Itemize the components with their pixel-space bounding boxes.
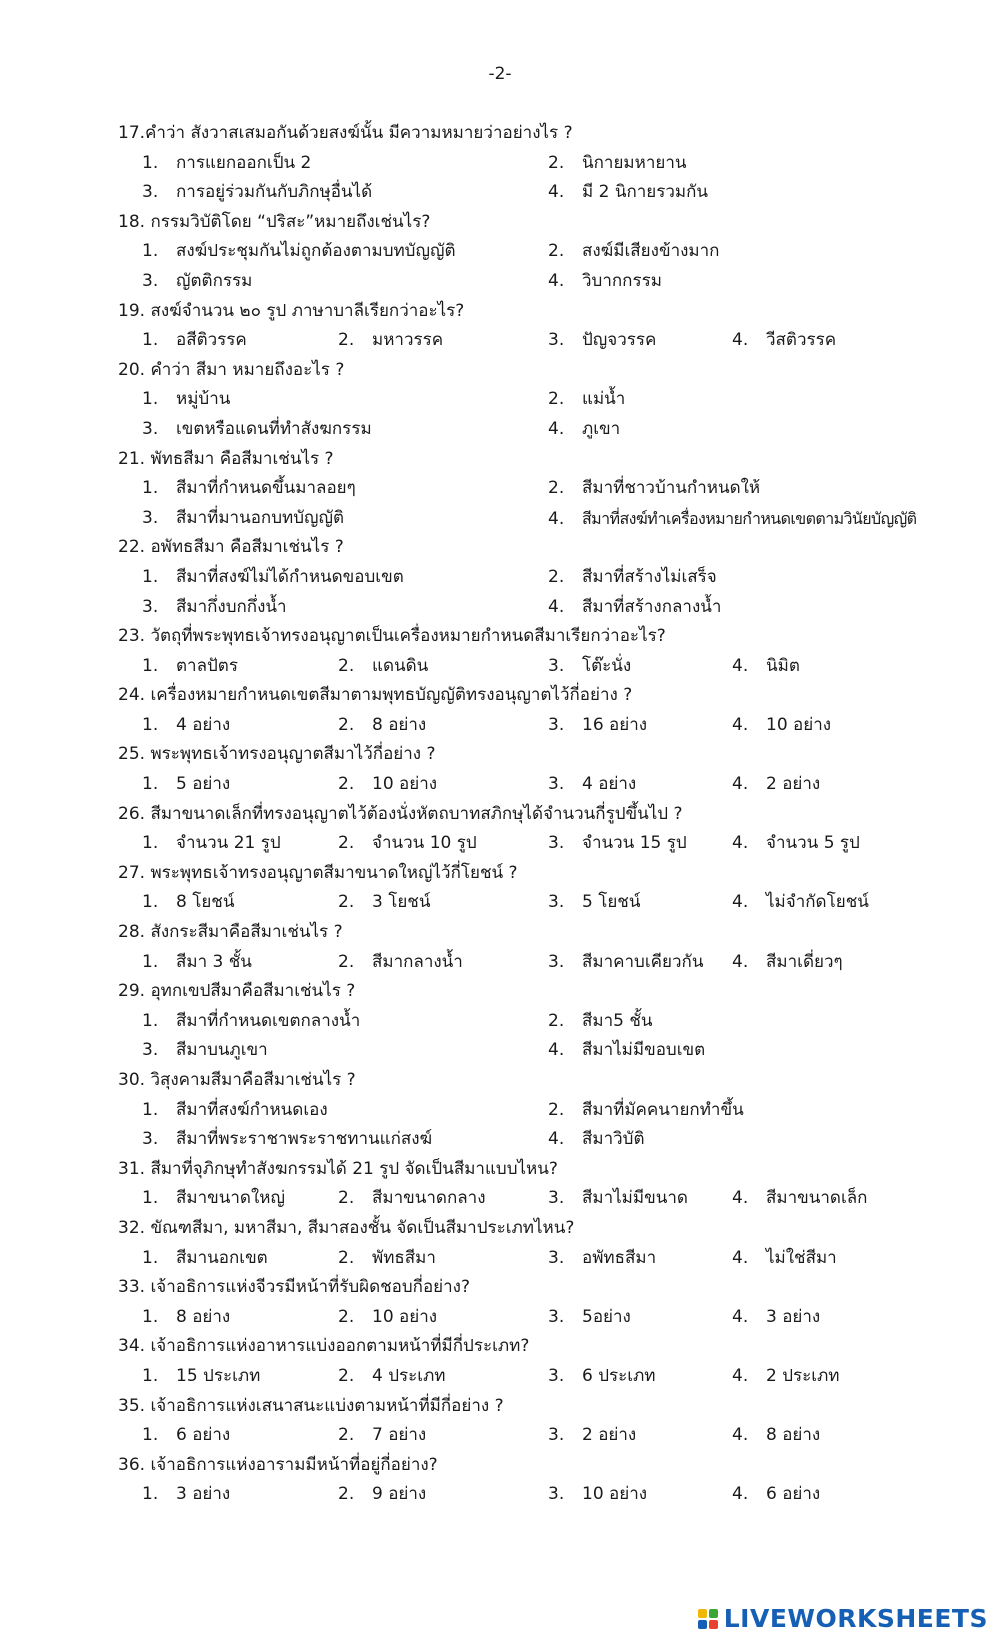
answer-option[interactable] [338, 1303, 437, 1333]
option-text: 3 อย่าง [766, 1306, 821, 1327]
answer-option[interactable] [142, 770, 230, 800]
option-text: สีมาขนาดเล็ก [766, 1188, 868, 1209]
option-text: 2 อย่าง [766, 774, 821, 795]
options-row [118, 149, 998, 179]
answer-option[interactable] [142, 326, 247, 356]
option-number: 4. [732, 1484, 749, 1505]
option-text: 16 อย่าง [582, 714, 648, 735]
question-text: 18. กรรมวิบัติโดย “ปริสะ”หมายถึงเช่นไร? [118, 211, 431, 232]
option-text: 5 โยชน์ [582, 892, 641, 913]
answer-option[interactable] [142, 652, 238, 682]
answer-option[interactable] [142, 711, 230, 741]
question-text: 28. สังกระสีมาคือสีมาเช่นไร ? [118, 922, 343, 943]
answer-option[interactable] [338, 1362, 446, 1392]
option-text: 4 ประเภท [372, 1365, 446, 1386]
option-number: 4. [732, 1247, 749, 1268]
option-text: สีมานอกเขต [176, 1247, 268, 1268]
option-number: 1. [142, 330, 159, 351]
option-number: 3. [548, 774, 565, 795]
option-text: สีมากลางน้ำ [372, 951, 463, 972]
answer-option[interactable] [732, 829, 860, 859]
options-row [118, 1096, 998, 1126]
answer-option[interactable] [732, 652, 800, 682]
liveworksheets-logo-icon [698, 1609, 718, 1629]
answer-option[interactable] [338, 770, 437, 800]
answer-option[interactable] [142, 1362, 260, 1392]
question-text: 22. อพัทธสีมา คือสีมาเช่นไร ? [118, 537, 344, 558]
page-number: -2- [488, 64, 512, 84]
options-row [118, 948, 998, 978]
options-row [118, 385, 998, 415]
option-number: 4. [548, 270, 565, 291]
option-number: 2. [338, 330, 355, 351]
option-number: 3. [142, 596, 159, 617]
option-number: 3. [142, 1040, 159, 1061]
answer-option[interactable] [338, 1421, 426, 1451]
question-text: 20. คำว่า สีมา หมายถึงอะไร ? [118, 359, 345, 380]
option-text: ปัญจวรรค [582, 330, 657, 351]
option-text: วีสติวรรค [766, 330, 837, 351]
option-number: 2. [338, 655, 355, 676]
option-number: 4. [732, 892, 749, 913]
option-text: จำนวน 21 รูป [176, 833, 281, 854]
option-number: 3. [142, 418, 159, 439]
options-row [118, 326, 998, 356]
options-row [118, 1421, 998, 1451]
option-text: สีมา5 ชั้น [582, 1010, 653, 1031]
answer-option[interactable] [548, 149, 687, 179]
question-text: 32. ขัณฑสีมา, มหาสีมา, สีมาสองชั้น จัดเป็นสีมาประเภทไหน? [118, 1217, 575, 1238]
question-text: 24. เครื่องหมายกำหนดเขตสีมาตามพุทธบัญญัติทรงอนุญาตไว้กี่อย่าง ? [118, 685, 633, 706]
option-text: 6 ประเภท [582, 1365, 656, 1386]
option-text: สีมากึ่งบกกึ่งน้ำ [176, 596, 287, 617]
answer-option[interactable] [142, 178, 372, 208]
answer-option[interactable] [142, 385, 230, 415]
option-number: 2. [548, 478, 565, 499]
option-number: 4. [732, 1188, 749, 1209]
options-row [118, 1125, 998, 1155]
options-row [118, 770, 998, 800]
option-text: อพัทธสีมา [582, 1247, 657, 1268]
option-number: 3. [548, 1306, 565, 1327]
answer-option[interactable] [338, 652, 428, 682]
answer-option[interactable] [338, 888, 430, 918]
option-number: 3. [548, 655, 565, 676]
option-text: สีมาที่มัคคนายกทำขึ้น [582, 1099, 744, 1120]
answer-option[interactable] [142, 1125, 432, 1155]
option-text: สีมาวิบัติ [582, 1129, 645, 1150]
option-text: สีมา 3 ชั้น [176, 951, 252, 972]
option-text: สีมาไม่มีขอบเขต [582, 1040, 706, 1061]
option-text: จำนวน 15 รูป [582, 833, 687, 854]
answer-option[interactable] [142, 474, 356, 504]
option-number: 2. [338, 1188, 355, 1209]
option-text: สีมาไม่มีขนาด [582, 1188, 688, 1209]
answer-option[interactable] [548, 770, 636, 800]
answer-option[interactable] [548, 888, 640, 918]
answer-option[interactable] [142, 1303, 230, 1333]
option-text: มี 2 นิกายรวมกัน [582, 182, 709, 203]
answer-option[interactable] [548, 178, 708, 208]
question-text: 36. เจ้าอธิการแห่งอารามมีหน้าที่อยู่กี่อย่าง? [118, 1454, 438, 1475]
option-text: สีมาที่สงฆ์กำหนดเอง [176, 1099, 328, 1120]
answer-option[interactable] [548, 652, 631, 682]
option-text: หมู่บ้าน [176, 389, 231, 410]
option-number: 4. [732, 833, 749, 854]
option-text: ภูเขา [582, 418, 621, 439]
brand-name: LIVEWORKSHEETS [723, 1604, 988, 1633]
options-row [118, 1007, 998, 1037]
answer-option[interactable] [338, 326, 443, 356]
question-text: 17.คำว่า สังวาสเสมอกันด้วยสงฆ์นั้น มีความหมายว่าอย่างไร ? [118, 123, 573, 143]
option-number: 1. [142, 774, 159, 795]
question-text: 33. เจ้าอธิการแห่งจีวรมีหน้าที่รับผิดชอบกี่อย่าง? [118, 1277, 470, 1298]
option-text: 6 อย่าง [176, 1425, 231, 1446]
answer-option[interactable] [338, 1480, 426, 1510]
option-text: ไม่จำกัดโยชน์ [766, 892, 869, 913]
answer-option[interactable] [338, 1184, 486, 1214]
answer-option[interactable] [548, 829, 687, 859]
option-text: นิมิต [766, 655, 800, 676]
option-text: สงฆ์ประชุมกันไม่ถูกต้องตามบทบัญญัติ [176, 241, 456, 262]
option-number: 3. [548, 330, 565, 351]
option-number: 3. [548, 1247, 565, 1268]
answer-option[interactable] [338, 829, 477, 859]
option-text: สีมาขนาดใหญ่ [176, 1188, 285, 1209]
answer-option[interactable] [548, 474, 760, 504]
answer-option[interactable] [548, 504, 916, 535]
answer-option[interactable] [142, 1421, 230, 1451]
option-number: 3. [142, 182, 159, 203]
option-number: 2. [338, 1425, 355, 1446]
answer-option[interactable] [548, 1096, 744, 1126]
option-text: 4 อย่าง [582, 774, 637, 795]
option-number: 1. [142, 1484, 159, 1505]
option-number: 2. [338, 1306, 355, 1327]
answer-option[interactable] [548, 711, 647, 741]
option-text: 5 อย่าง [176, 774, 231, 795]
option-number: 2. [338, 714, 355, 735]
option-number: 3. [142, 507, 159, 528]
option-number: 4. [732, 1425, 749, 1446]
answer-option[interactable] [732, 1480, 820, 1510]
options-row [118, 415, 998, 445]
option-text: อสีติวรรค [176, 330, 247, 351]
option-number: 1. [142, 478, 159, 499]
option-text: แม่น้ำ [582, 389, 626, 410]
option-text: สีมาที่พระราชาพระราชทานแก่สงฆ์ [176, 1129, 433, 1150]
option-text: ไม่ใช่สีมา [766, 1247, 837, 1268]
option-text: 10 อย่าง [372, 774, 438, 795]
option-number: 4. [732, 714, 749, 735]
answer-option[interactable] [548, 1303, 631, 1333]
answer-option[interactable] [732, 326, 836, 356]
option-number: 2. [338, 1247, 355, 1268]
answer-option[interactable] [548, 1036, 705, 1066]
option-text: 4 อย่าง [176, 714, 231, 735]
answer-option[interactable] [732, 1184, 867, 1214]
question-text: 30. วิสุงคามสีมาคือสีมาเช่นไร ? [118, 1070, 356, 1090]
answer-option[interactable] [548, 1125, 645, 1155]
option-text: 3 อย่าง [176, 1484, 231, 1505]
option-text: สีมาที่สร้างไม่เสร็จ [582, 566, 717, 587]
answer-option[interactable] [732, 948, 843, 978]
answer-option[interactable] [548, 1480, 647, 1510]
liveworksheets-footer[interactable] [698, 1604, 988, 1633]
question-text: 27. พระพุทธเจ้าทรงอนุญาตสีมาขนาดใหญ่ไว้กี่โยชน์ ? [118, 862, 518, 883]
options-row [118, 563, 998, 593]
option-number: 3. [548, 892, 565, 913]
option-text: สีมาบนภูเขา [176, 1040, 268, 1061]
option-text: เขตหรือแดนที่ทำสังฆกรรม [176, 418, 372, 439]
answer-option[interactable] [732, 1244, 837, 1274]
option-number: 4. [732, 1365, 749, 1386]
option-text: จำนวน 5 รูป [766, 833, 860, 854]
option-text: สงฆ์มีเสียงข้างมาก [582, 241, 720, 262]
option-number: 4. [548, 182, 565, 203]
answer-option[interactable] [142, 415, 372, 445]
option-number: 4. [548, 418, 565, 439]
option-number: 4. [548, 1040, 565, 1061]
options-row [118, 711, 998, 741]
option-text: การอยู่ร่วมกันกับภิกษุอื่นได้ [176, 182, 373, 203]
option-number: 2. [338, 1484, 355, 1505]
question-text: 26. สีมาขนาดเล็กที่ทรงอนุญาตไว้ต้องนั่งหัตถบาทสภิกษุได้จำนวนกี่รูปขึ้นไป ? [118, 803, 683, 824]
option-text: สีมาขนาดกลาง [372, 1188, 486, 1209]
options-row [118, 888, 998, 918]
options-row [118, 1303, 998, 1333]
options-row [118, 652, 998, 682]
option-number: 3. [142, 270, 159, 291]
answer-option[interactable] [142, 563, 404, 593]
option-text: 8 อย่าง [766, 1425, 821, 1446]
option-number: 2. [548, 1010, 565, 1031]
answer-option[interactable] [142, 1244, 268, 1274]
option-number: 1. [142, 1010, 159, 1031]
answer-option[interactable] [142, 1184, 285, 1214]
option-number: 3. [548, 714, 565, 735]
option-text: 3 โยชน์ [372, 892, 431, 913]
option-number: 4. [732, 774, 749, 795]
option-number: 4. [732, 1306, 749, 1327]
option-number: 2. [548, 1099, 565, 1120]
options-row [118, 504, 998, 534]
answer-option[interactable] [548, 948, 703, 978]
question-list [118, 119, 998, 1510]
answer-option[interactable] [142, 1480, 230, 1510]
option-number: 1. [142, 1365, 159, 1386]
options-row [118, 829, 998, 859]
options-row [118, 267, 998, 297]
option-text: สีมาคาบเคียวกัน [582, 951, 704, 972]
option-number: 1. [142, 1247, 159, 1268]
answer-option[interactable] [548, 1421, 636, 1451]
option-text: 6 อย่าง [766, 1484, 821, 1505]
option-number: 1. [142, 389, 159, 410]
answer-option[interactable] [142, 829, 281, 859]
option-number: 2. [548, 152, 565, 173]
answer-option[interactable] [548, 1362, 656, 1392]
option-number: 3. [548, 1484, 565, 1505]
option-number: 2. [548, 389, 565, 410]
option-text: 8 อย่าง [176, 1306, 231, 1327]
answer-option[interactable] [338, 711, 426, 741]
question-text: 23. วัตถุที่พระพุทธเจ้าทรงอนุญาตเป็นเครื่องหมายกำหนดสีมาเรียกว่าอะไร? [118, 626, 666, 647]
option-number: 2. [338, 833, 355, 854]
option-text: 2 ประเภท [766, 1365, 840, 1386]
option-number: 4. [732, 655, 749, 676]
option-text: สีมาที่กำหนดเขตกลางน้ำ [176, 1010, 361, 1031]
option-text: จำนวน 10 รูป [372, 833, 477, 854]
answer-option[interactable] [548, 1244, 656, 1274]
answer-option[interactable] [142, 504, 344, 534]
answer-option[interactable] [732, 711, 831, 741]
answer-option[interactable] [142, 1036, 268, 1066]
option-number: 1. [142, 714, 159, 735]
question-text: 19. สงฆ์จำนวน ๒๐ รูป ภาษาบาลีเรียกว่าอะไร? [118, 300, 465, 321]
question-text: 34. เจ้าอธิการแห่งอาหารแบ่งออกตามหน้าที่มีกี่ประเภท? [118, 1336, 530, 1357]
options-row [118, 593, 998, 623]
option-number: 1. [142, 241, 159, 262]
option-number: 4. [732, 951, 749, 972]
option-text: 8 โยชน์ [176, 892, 235, 913]
answer-option[interactable] [142, 267, 252, 297]
option-text: สีมาที่ชาวบ้านกำหนดให้ [582, 478, 761, 499]
answer-option[interactable] [548, 563, 717, 593]
option-number: 2. [548, 241, 565, 262]
option-text: การแยกออกเป็น 2 [176, 152, 312, 173]
answer-option[interactable] [142, 237, 456, 267]
option-number: 3. [548, 1425, 565, 1446]
option-number: 1. [142, 1425, 159, 1446]
option-number: 2. [338, 774, 355, 795]
question-text: 31. สีมาที่จุภิกษุทำสังฆกรรมได้ 21 รูป จัดเป็นสีมาแบบไหน? [118, 1158, 558, 1179]
option-number: 1. [142, 152, 159, 173]
option-text: ญัตติกรรม [176, 270, 253, 291]
answer-option[interactable] [732, 1362, 840, 1392]
options-row [118, 178, 998, 208]
answer-option[interactable] [548, 1007, 653, 1037]
option-text: สีมาที่กำหนดขึ้นมาลอยๆ [176, 478, 356, 499]
answer-option[interactable] [142, 593, 287, 623]
option-text: สีมาที่สงฆ์ไม่ได้กำหนดขอบเขต [176, 566, 404, 587]
answer-option[interactable] [142, 948, 252, 978]
answer-option[interactable] [548, 326, 656, 356]
answer-option[interactable] [548, 267, 662, 297]
option-text: 5อย่าง [582, 1306, 631, 1327]
answer-option[interactable] [732, 1421, 820, 1451]
option-text: สีมาที่สงฆ์ทำเครื่องหมายกำหนดเขตตามวินัยบัญญัติ [582, 508, 917, 528]
option-text: 9 อย่าง [372, 1484, 427, 1505]
options-row [118, 1244, 998, 1274]
answer-option[interactable] [142, 1007, 360, 1037]
option-number: 1. [142, 1306, 159, 1327]
option-number: 2. [548, 566, 565, 587]
answer-option[interactable] [548, 415, 620, 445]
option-number: 3. [548, 951, 565, 972]
answer-option[interactable] [142, 149, 311, 179]
option-text: โต๊ะนั่ง [582, 655, 632, 676]
option-number: 1. [142, 1099, 159, 1120]
option-number: 4. [548, 508, 565, 529]
option-text: 8 อย่าง [372, 714, 427, 735]
option-number: 3. [548, 1188, 565, 1209]
answer-option[interactable] [548, 385, 625, 415]
option-text: มหาวรรค [372, 330, 444, 351]
question-text: 25. พระพุทธเจ้าทรงอนุญาตสีมาไว้กี่อย่าง ? [118, 744, 436, 765]
answer-option[interactable] [732, 1303, 820, 1333]
options-row [118, 1362, 998, 1392]
option-text: 10 อย่าง [372, 1306, 438, 1327]
option-text: สีมาที่สร้างกลางน้ำ [582, 596, 722, 617]
option-text: 15 ประเภท [176, 1365, 261, 1386]
option-number: 2. [338, 1365, 355, 1386]
option-text: 10 อย่าง [582, 1484, 648, 1505]
answer-option[interactable] [732, 888, 869, 918]
answer-option[interactable] [548, 1184, 688, 1214]
option-number: 4. [548, 1129, 565, 1150]
question-text: 35. เจ้าอธิการแห่งเสนาสนะแบ่งตามหน้าที่มีกี่อย่าง ? [118, 1395, 504, 1416]
options-row [118, 1480, 998, 1510]
option-number: 1. [142, 1188, 159, 1209]
question-text: 29. อุทกเขปสีมาคือสีมาเช่นไร ? [118, 981, 356, 1002]
answer-option[interactable] [338, 948, 463, 978]
option-text: 2 อย่าง [582, 1425, 637, 1446]
option-text: นิกายมหายาน [582, 152, 687, 173]
options-row [118, 474, 998, 504]
option-text: พัทธสีมา [372, 1247, 436, 1268]
answer-option[interactable] [142, 1096, 328, 1126]
option-number: 4. [548, 596, 565, 617]
option-text: วิบากกรรม [582, 270, 662, 291]
option-number: 1. [142, 655, 159, 676]
option-number: 1. [142, 566, 159, 587]
option-text: 10 อย่าง [766, 714, 832, 735]
answer-option[interactable] [732, 770, 820, 800]
option-text: สีมาที่มานอกบทบัญญัติ [176, 507, 345, 528]
answer-option[interactable] [338, 1244, 436, 1274]
option-number: 3. [548, 833, 565, 854]
option-number: 1. [142, 892, 159, 913]
option-number: 1. [142, 951, 159, 972]
answer-option[interactable] [548, 593, 721, 623]
options-row [118, 237, 998, 267]
option-number: 3. [142, 1129, 159, 1150]
answer-option[interactable] [142, 888, 234, 918]
option-number: 1. [142, 833, 159, 854]
option-text: สีมาเดี่ยวๆ [766, 951, 843, 972]
option-text: แดนดิน [372, 655, 429, 676]
question-text: 21. พัทธสีมา คือสีมาเช่นไร ? [118, 448, 334, 469]
answer-option[interactable] [548, 237, 719, 267]
options-row [118, 1036, 998, 1066]
option-number: 4. [732, 330, 749, 351]
options-row [118, 1184, 998, 1214]
option-text: ตาลปัตร [176, 655, 238, 676]
option-text: 7 อย่าง [372, 1425, 427, 1446]
option-number: 2. [338, 951, 355, 972]
option-number: 2. [338, 892, 355, 913]
option-number: 3. [548, 1365, 565, 1386]
